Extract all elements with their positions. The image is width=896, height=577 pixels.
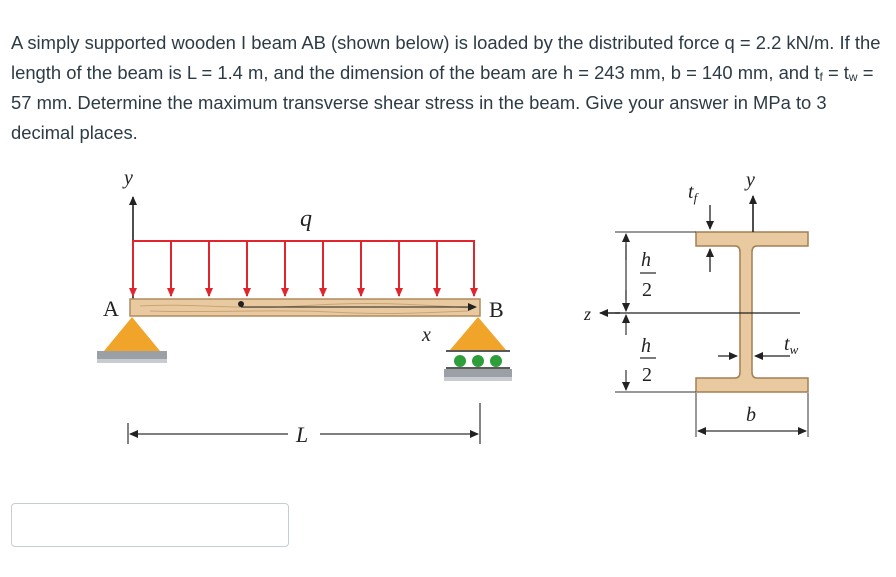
question-part-3: = 57 mm. Determine the maximum transverse shear stress in the beam. Give your answer in MPa to 3 decimal places.: [11, 62, 874, 143]
answer-input[interactable]: [11, 503, 289, 547]
distributed-load: [132, 241, 475, 296]
tf-subscript: f: [819, 70, 823, 84]
section-figure: [583, 169, 808, 437]
section-y-label: y: [746, 169, 755, 191]
tw-label: $t_w$: [784, 333, 799, 357]
roller-wheel: [454, 355, 466, 367]
support-b-label: B: [489, 297, 504, 322]
load-label: q: [300, 206, 312, 232]
z-axis-label: z: [584, 304, 592, 324]
tw-subscript: w: [848, 70, 858, 84]
support-b-ground: [444, 369, 512, 377]
question-part-1: A simply supported wooden I beam AB (shown below) is loaded by the distributed force q = 2.2 kN/m. If the length of the beam is L = 1.4 m, and the dimension of the beam are h = 243 mm, b = 140 mm, and t: [11, 32, 881, 83]
support-a-ground: [97, 351, 167, 359]
support-a-label: A: [103, 296, 119, 321]
y-axis-label: y: [124, 167, 133, 189]
beam-figure: [97, 167, 512, 447]
svg-text:h: h: [641, 335, 651, 357]
question-part-2: = t: [822, 62, 849, 83]
x-axis-label: x: [422, 324, 431, 346]
support-a-ground-shade: [97, 359, 167, 363]
svg-text:2: 2: [642, 364, 652, 386]
roller-wheel: [490, 355, 502, 367]
length-label: L: [296, 422, 309, 447]
tf-label: $t_f$: [688, 181, 698, 205]
svg-text:2: 2: [642, 279, 652, 301]
b-label: b: [746, 404, 756, 426]
support-b-ground-shade: [444, 377, 512, 381]
beam-origin-dot: [238, 301, 244, 307]
h-half-upper-label: [640, 249, 656, 301]
svg-text:h: h: [641, 249, 651, 271]
support-a-pin: [104, 317, 160, 351]
h-half-lower-label: [640, 335, 656, 386]
i-beam-section: [696, 232, 808, 392]
roller-wheel: [472, 355, 484, 367]
